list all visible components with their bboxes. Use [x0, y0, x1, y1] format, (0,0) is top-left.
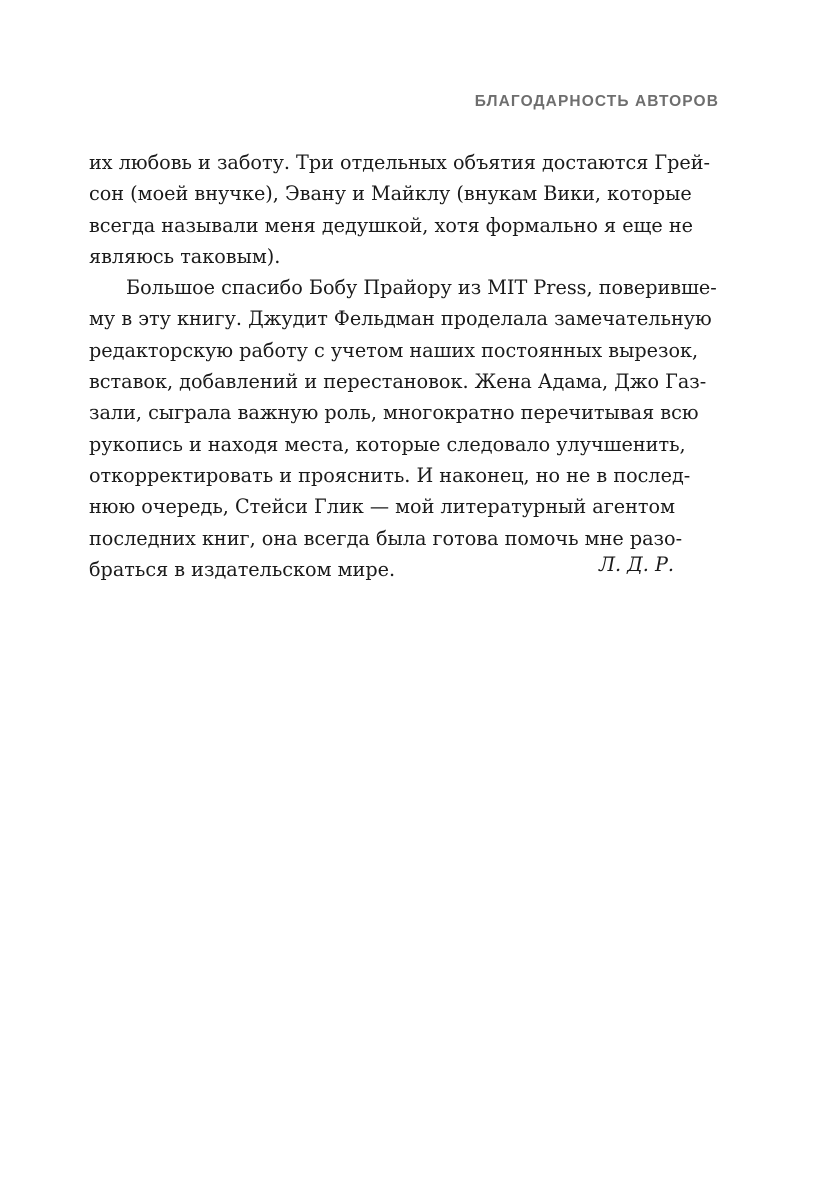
text-line: последних книг, она всегда была готова помочь мне разо- [89, 526, 683, 550]
text-line: их любовь и заботу. Три отдельных объятия достаются Грей- [89, 151, 711, 174]
text-line: всегда называли меня дедушкой, хотя формально я еще не [89, 213, 693, 237]
text-line: нюю очередь, Стейси Глик — мой литературный агентом [89, 495, 676, 519]
text-line: зали, сыграла важную роль, многократно перечитывая всю [89, 401, 699, 425]
text-line: браться в издательском мире. [89, 557, 396, 581]
running-head: БЛАГОДАРНОСТЬ АВТОРОВ [474, 93, 719, 110]
text-line: му в эту книгу. Джудит Фельдман проделала замечательную [89, 307, 712, 331]
text-line: сон (моей внучке), Эвану и Майклу (внукам Вики, которые [89, 182, 692, 206]
paragraph-1 [89, 147, 711, 272]
text-line: откорректировать и прояснить. И наконец, но не в послед- [89, 463, 691, 487]
text-line: рукопись и находя места, которые следовало улучшенить, [89, 432, 686, 456]
text-line: вставок, добавлений и перестановок. Жена Адама, Джо Газ- [89, 370, 707, 394]
text-line: редакторскую работу с учетом наших постоянных вырезок, [89, 338, 699, 362]
text-line: являюсь таковым). [89, 244, 281, 268]
body-text [89, 147, 717, 585]
text-line: Большое спасибо Бобу Прайору из MIT Press, поверившe- [126, 276, 717, 300]
author-signature: Л. Д. Р. [598, 553, 674, 576]
paragraph-2 [89, 272, 717, 585]
